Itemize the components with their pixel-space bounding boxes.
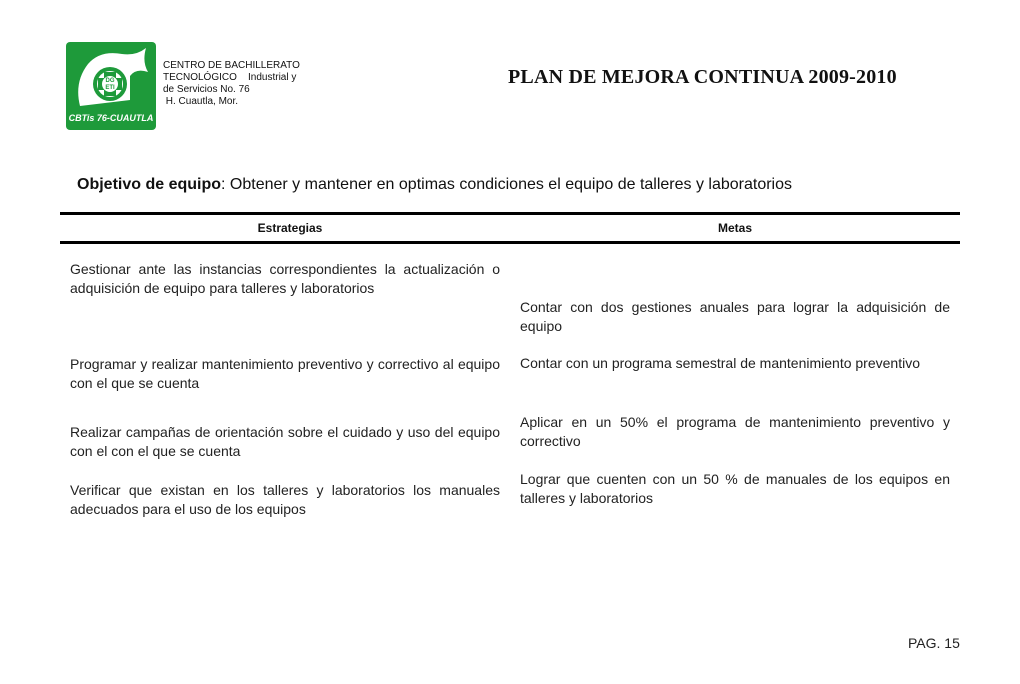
column-header-estrategias: Estrategias (257, 221, 323, 235)
goal-cell: Lograr que cuenten con un 50 % de manuales de los equipos en talleres y laboratorios (520, 471, 950, 506)
school-logo (66, 42, 156, 130)
strategy-cell: Realizar campañas de orientación sobre el cuidado y uso del equipo con el con el que se cuenta (70, 424, 500, 459)
table-top-rule (60, 212, 960, 215)
svg-text:ETI: ETI (105, 85, 115, 91)
page-number: PAG. 15 (908, 635, 960, 651)
column-header-metas: Metas (717, 221, 752, 235)
school-line: CENTRO DE BACHILLERATO (163, 60, 300, 71)
goal-cell: Contar con un programa semestral de mantenimiento preventivo (520, 355, 920, 371)
logo-badge-text: DG (105, 78, 115, 84)
objective-statement (77, 176, 792, 194)
school-line: de Servicios No. 76 (163, 84, 250, 95)
school-line: TECNOLÓGICO Industrial y (163, 72, 297, 83)
objective-label: Objetivo de equipo (77, 176, 222, 193)
objective-text: : Obtener y mantener en optimas condiciones el equipo de talleres y laboratorios (221, 176, 793, 193)
strategy-cell: Gestionar ante las instancias correspondientes la actualización o adquisición de equipo para talleres y laboratorios (70, 261, 500, 296)
school-line: H. Cuautla, Mor. (163, 96, 239, 107)
strategy-cell: Programar y realizar mantenimiento preventivo y correctivo al equipo con el que se cuenta (70, 356, 500, 391)
table-header-rule (60, 241, 960, 244)
logo-text: CBTis 76-CUAUTLA (68, 113, 154, 123)
school-name-block (163, 60, 333, 108)
goal-cell: Aplicar en un 50% el programa de mantenimiento preventivo y correctivo (520, 414, 950, 449)
page-title: PLAN DE MEJORA CONTINUA 2009-2010 (508, 66, 897, 88)
strategy-cell: Verificar que existan en los talleres y laboratorios los manuales adecuados para el uso de los equipos (70, 482, 500, 517)
goal-cell: Contar con dos gestiones anuales para lograr la adquisición de equipo (520, 299, 950, 334)
